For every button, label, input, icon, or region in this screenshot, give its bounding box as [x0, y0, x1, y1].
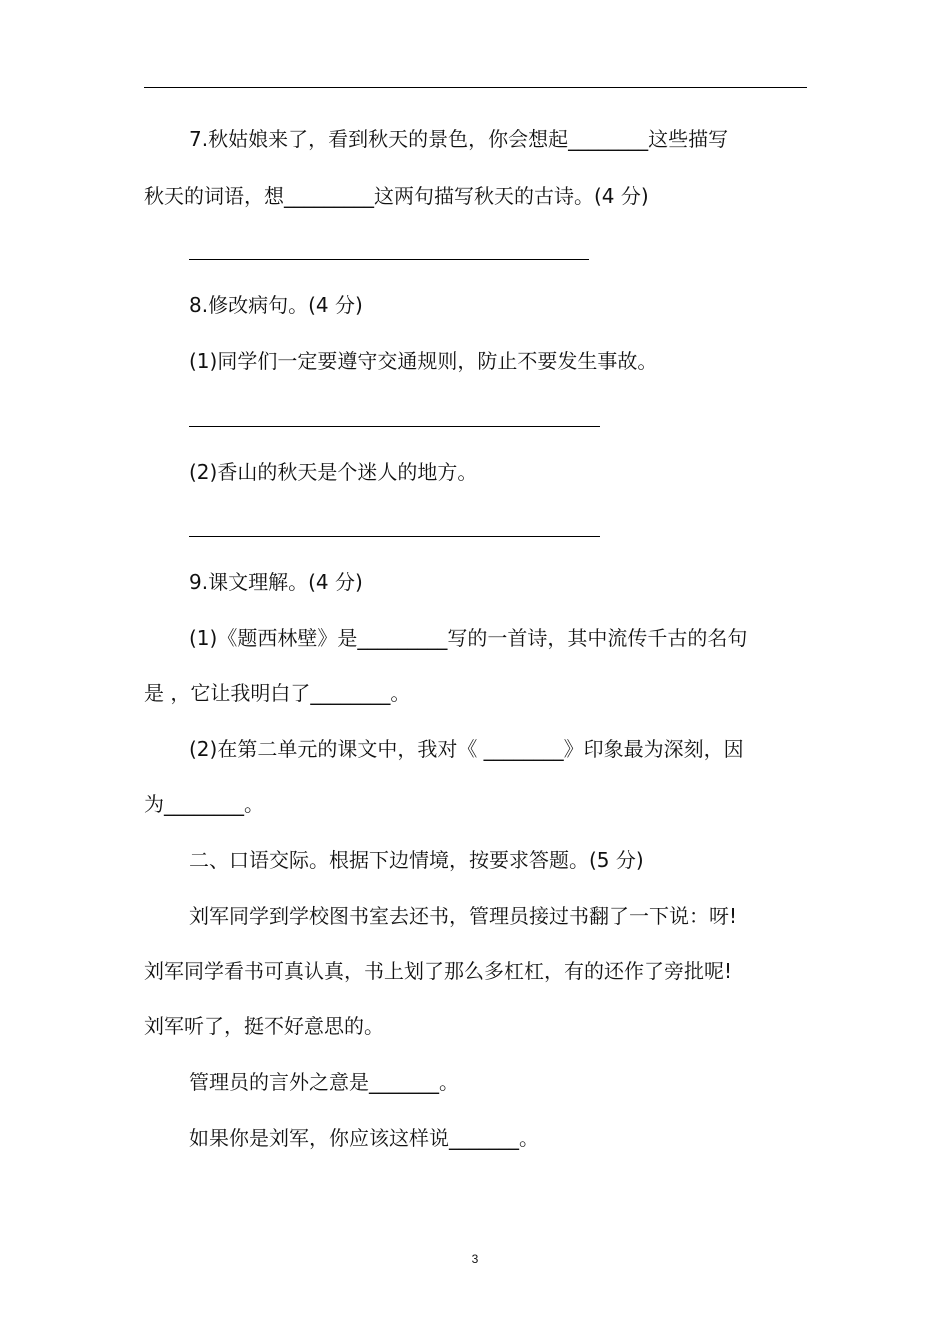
section-2-question-2: 如果你是刘军，你应该这样说_______。: [189, 1126, 539, 1150]
page-number: 3: [471, 1252, 479, 1266]
section-2-para-line-2: 刘军同学看书可真认真，书上划了那么多杠杠，有的还作了旁批呢!: [144, 959, 733, 983]
q9-title: 9.课文理解。(4 分): [189, 570, 363, 594]
section-2-question-1: 管理员的言外之意是_______。: [189, 1070, 459, 1094]
q7-line-2: 秋天的词语，想_________这两句描写秋天的古诗。(4 分): [144, 184, 649, 208]
q8-item-2: (2)香山的秋天是个迷人的地方。: [189, 460, 478, 484]
q8-answer-line-2: [189, 536, 600, 537]
q7-answer-line: [189, 259, 589, 260]
q8-item-1: (1)同学们一定要遵守交通规则，防止不要发生事故。: [189, 349, 658, 373]
q9-item-2-line-2: 为________。: [144, 792, 264, 816]
q9-item-1-line-2: 是 ，它让我明白了________。: [144, 681, 411, 705]
q7-line-1: 7.秋姑娘来了，看到秋天的景色，你会想起________这些描写: [189, 127, 729, 151]
q9-item-2-line-1: (2)在第二单元的课文中，我对《 ________》印象最为深刻，因: [189, 737, 744, 761]
q9-item-1-line-1: (1)《题西林壁》是_________写的一首诗，其中流传千古的名句: [189, 626, 748, 650]
section-2-title: 二、口语交际。根据下边情境，按要求答题。(5 分): [189, 848, 644, 872]
section-2-para-line-1: 刘军同学到学校图书室去还书，管理员接过书翻了一下说：呀!: [189, 904, 738, 928]
header-rule: [144, 87, 807, 88]
section-2-para-line-3: 刘军听了，挺不好意思的。: [144, 1014, 384, 1038]
q8-title: 8.修改病句。(4 分): [189, 293, 363, 317]
q8-answer-line-1: [189, 426, 600, 427]
